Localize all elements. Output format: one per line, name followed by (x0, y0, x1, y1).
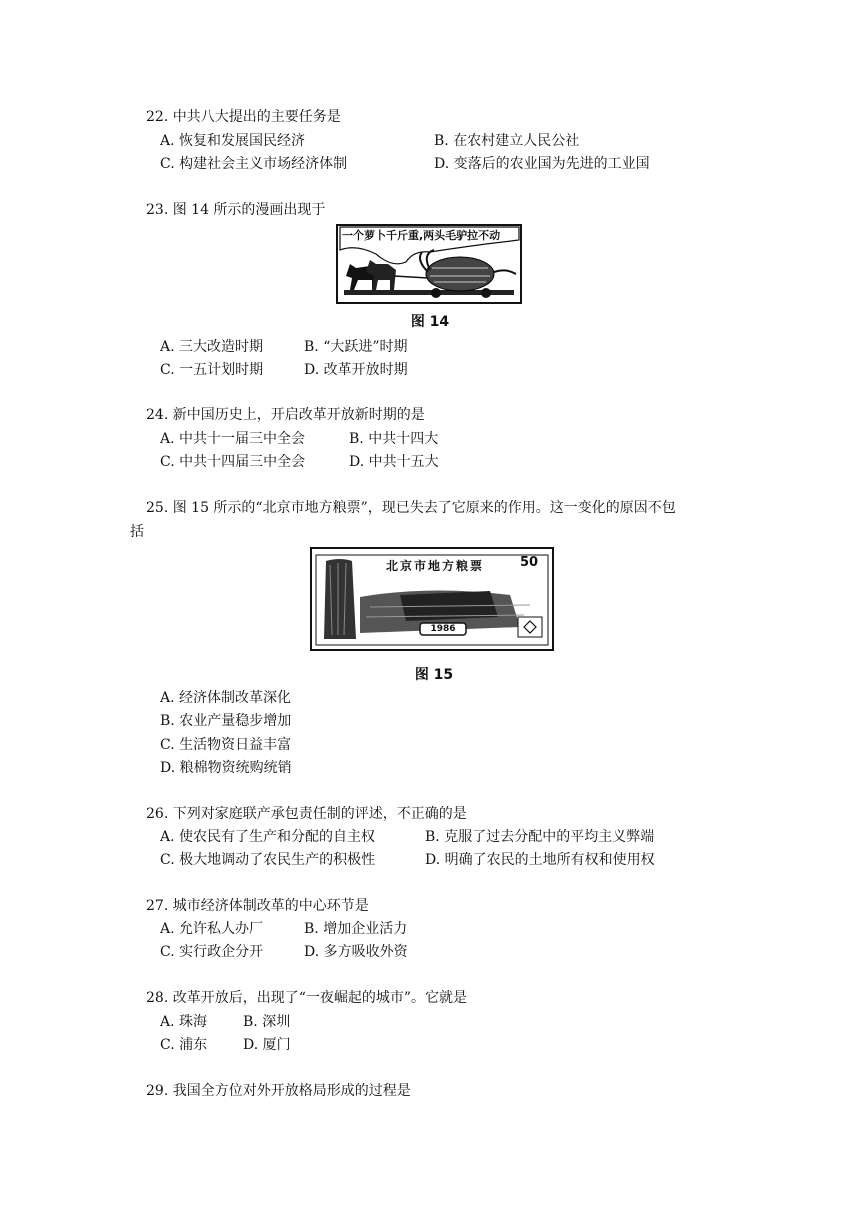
question-25-option-d[interactable]: D. 粮棉物资统购统销 (160, 760, 292, 776)
question-24-option-a[interactable]: A. 中共十一届三中全会 (160, 431, 306, 447)
coupon-title: 北京市地方粮票 (386, 559, 485, 573)
question-29-stem: 29. 我国全方位对外开放格局形成的过程是 (146, 1083, 411, 1099)
coupon-year: 1986 (430, 624, 456, 634)
question-28-stem: 28. 改革开放后，出现了“一夜崛起的城市”。它就是 (146, 990, 468, 1006)
question-22-stem: 22. 中共八大提出的主要任务是 (146, 109, 341, 125)
figure-15-ration-coupon (310, 547, 554, 651)
question-23-option-a[interactable]: A. 三大改造时期 (160, 339, 264, 355)
question-28-option-a[interactable]: A. 珠海 (160, 1014, 208, 1030)
question-26-option-c[interactable]: C. 极大地调动了农民生产的积极性 (160, 852, 376, 868)
question-27-option-b[interactable]: B. 增加企业活力 (304, 921, 408, 937)
question-25-option-b[interactable]: B. 农业产量稳步增加 (160, 713, 292, 729)
coupon-value: 50 (520, 555, 539, 570)
question-26-stem: 26. 下列对家庭联产承包责任制的评述，不正确的是 (146, 806, 467, 822)
question-25-stem: 25. 图 15 所示的“北京市地方粮票”，现已失去了它原来的作用。这一变化的原因不包 (146, 500, 676, 516)
figure-14-cartoon (336, 224, 522, 304)
question-27-stem: 27. 城市经济体制改革的中心环节是 (146, 898, 369, 914)
question-23-option-c[interactable]: C. 一五计划时期 (160, 362, 264, 378)
question-26-option-a[interactable]: A. 使农民有了生产和分配的自主权 (160, 829, 376, 845)
question-28-option-b[interactable]: B. 深圳 (243, 1014, 291, 1030)
question-27-option-d[interactable]: D. 多方吸收外资 (304, 944, 408, 960)
question-22-option-c[interactable]: C. 构建社会主义市场经济体制 (160, 156, 348, 172)
question-27-option-a[interactable]: A. 允许私人办厂 (160, 921, 264, 937)
question-26-option-b[interactable]: B. 克服了过去分配中的平均主义弊端 (425, 829, 655, 845)
question-22-option-d[interactable]: D. 变落后的农业国为先进的工业国 (434, 156, 650, 172)
question-25-option-a[interactable]: A. 经济体制改革深化 (160, 690, 292, 706)
question-28-option-d[interactable]: D. 厦门 (243, 1037, 291, 1053)
question-27-option-c[interactable]: C. 实行政企分开 (160, 944, 264, 960)
question-24-option-b[interactable]: B. 中共十四大 (349, 431, 439, 447)
question-22-option-b[interactable]: B. 在农村建立人民公社 (434, 133, 580, 149)
question-28-option-c[interactable]: C. 浦东 (160, 1037, 208, 1053)
question-24-option-d[interactable]: D. 中共十五大 (349, 454, 439, 470)
figure-15-caption: 图 15 (414, 667, 454, 683)
question-25-option-c[interactable]: C. 生活物资日益丰富 (160, 737, 292, 753)
question-24-option-c[interactable]: C. 中共十四届三中全会 (160, 454, 306, 470)
question-23-option-d[interactable]: D. 改革开放时期 (304, 362, 408, 378)
cartoon-banner-text: 一个萝卜千斤重,两头毛驴拉不动 (342, 229, 501, 242)
figure-14-caption: 图 14 (410, 314, 450, 330)
question-23-option-b[interactable]: B. “大跃进”时期 (304, 339, 408, 355)
question-23-stem: 23. 图 14 所示的漫画出现于 (146, 202, 326, 218)
question-26-option-d[interactable]: D. 明确了农民的土地所有权和使用权 (425, 852, 655, 868)
question-22-option-a[interactable]: A. 恢复和发展国民经济 (160, 133, 306, 149)
question-25-stem-continued: 括 (130, 524, 144, 540)
question-24-stem: 24. 新中国历史上，开启改革开放新时期的是 (146, 407, 425, 423)
